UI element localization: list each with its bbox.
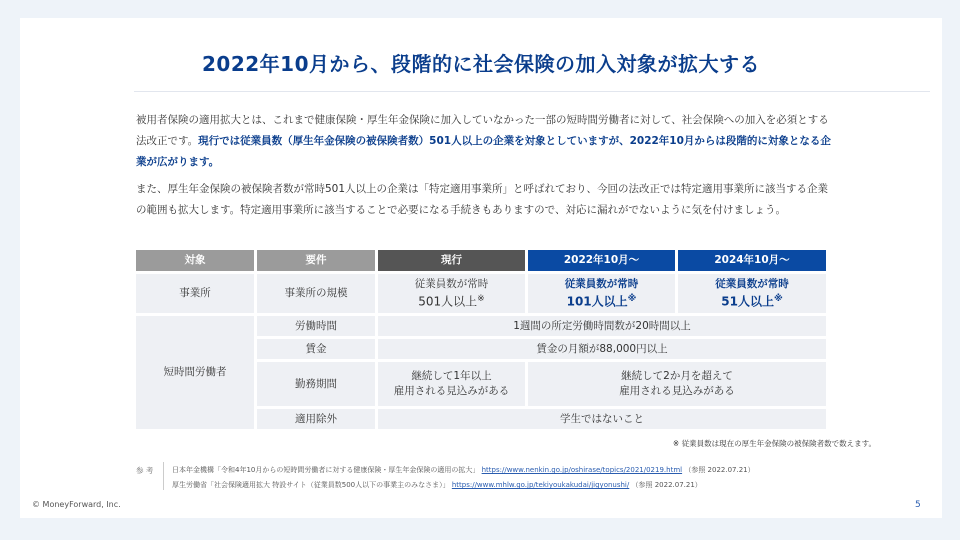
header-requirement: 要件 xyxy=(257,250,375,271)
y2022-office-line1: 従業員数が常時 xyxy=(564,277,639,290)
new-period-line1: 継続して2か月を超えて xyxy=(621,370,733,382)
reference-1-text: 日本年金機構「令和4年10月からの短時間労働者に対する健康保険・厚生年金保険の適用の拡大」 xyxy=(172,466,480,474)
y2024-office-line1: 従業員数が常時 xyxy=(715,277,789,290)
note-mark: ※ xyxy=(627,293,637,304)
reference-label: 参 考 xyxy=(136,466,154,475)
note-mark: ※ xyxy=(773,293,783,304)
current-period-line2: 雇用される見込みがある xyxy=(393,385,510,397)
cell-new-period xyxy=(528,362,826,406)
header-target: 対象 xyxy=(136,250,254,271)
page-title: 2022年10月から、段階的に社会保険の加入対象が拡大する xyxy=(202,52,760,76)
current-office-line1: 従業員数が常時 xyxy=(414,277,489,290)
reference-2-date: （参照 2022.07.21） xyxy=(631,481,702,489)
reference-divider xyxy=(163,462,164,490)
intro-highlight: 現行では従業員数（厚生年金保険の被保険者数）501人以上の企業を対象としていますが、2022年10月からは段階的に対象となる企業が広がります。 xyxy=(136,135,831,168)
reference-1-link[interactable]: https://www.nenkin.go.jp/oshirase/topics/2021/0219.html xyxy=(481,466,683,474)
cell-value-hours: 1週間の所定労働時間数が20時間以上 xyxy=(378,316,826,336)
cell-2022-office xyxy=(528,274,675,313)
y2024-office-line2: 51人以上 xyxy=(721,294,774,309)
cell-req-office-size: 事業所の規模 xyxy=(257,274,375,313)
table-footnote: ※ 従業員数は現在の厚生年金保険の被保険者数で数えます。 xyxy=(672,439,876,448)
new-period-line2: 雇用される見込みがある xyxy=(619,385,735,397)
page-number: 5 xyxy=(915,500,921,510)
cell-2024-office xyxy=(678,274,826,313)
title-divider xyxy=(134,91,930,92)
reference-2-text: 厚生労働省「社会保険適用拡大 特設サイト（従業員数500人以下の事業主のみなさま）」 xyxy=(172,481,450,489)
second-paragraph: また、厚生年金保険の被保険者数が常時501人以上の企業は「特定適用事業所」と呼ばれており、今回の法改正では特定適用事業所に該当する企業の範囲も拡大します。特定適用事業所に該当することで必要になる手続きもありますので、対応に漏れがでないように気を付けましょう。 xyxy=(136,183,829,216)
header-current: 現行 xyxy=(378,250,525,271)
cell-current-period xyxy=(378,362,525,406)
cell-req-exclusion: 適用除外 xyxy=(257,409,375,429)
intro-paragraph xyxy=(136,110,836,173)
y2022-office-line2: 101人以上 xyxy=(566,294,628,309)
cell-req-period: 勤務期間 xyxy=(257,362,375,406)
copyright: © MoneyForward, Inc. xyxy=(32,500,121,509)
reference-1 xyxy=(172,465,755,475)
cell-req-wage: 賃金 xyxy=(257,339,375,359)
current-office-line2: 501人以上 xyxy=(418,294,478,309)
reference-2-link[interactable]: https://www.mhlw.go.jp/tekiyoukakudai/jigyonushi/ xyxy=(451,481,630,489)
cell-value-wage: 賃金の月額が88,000円以上 xyxy=(378,339,826,359)
reference-1-date: （参照 2022.07.21） xyxy=(684,466,755,474)
intro-text: 被用者保険の適用拡大とは、これまで健康保険・厚生年金保険に加入していなかった一部の短時間労働者に対して、社会保険への加入を必須とする法改正です。 xyxy=(136,114,829,147)
header-2024: 2024年10月～ xyxy=(678,250,826,271)
cell-target-part-time: 短時間労働者 xyxy=(136,316,254,429)
cell-current-office xyxy=(378,274,525,313)
note-mark: ※ xyxy=(477,293,485,304)
cell-target-office: 事業所 xyxy=(136,274,254,313)
cell-value-exclusion: 学生ではないこと xyxy=(378,409,826,429)
slide xyxy=(20,18,942,518)
reference-2 xyxy=(172,480,702,490)
cell-req-hours: 労働時間 xyxy=(257,316,375,336)
header-2022: 2022年10月～ xyxy=(528,250,675,271)
current-period-line1: 継続して1年以上 xyxy=(411,370,492,382)
